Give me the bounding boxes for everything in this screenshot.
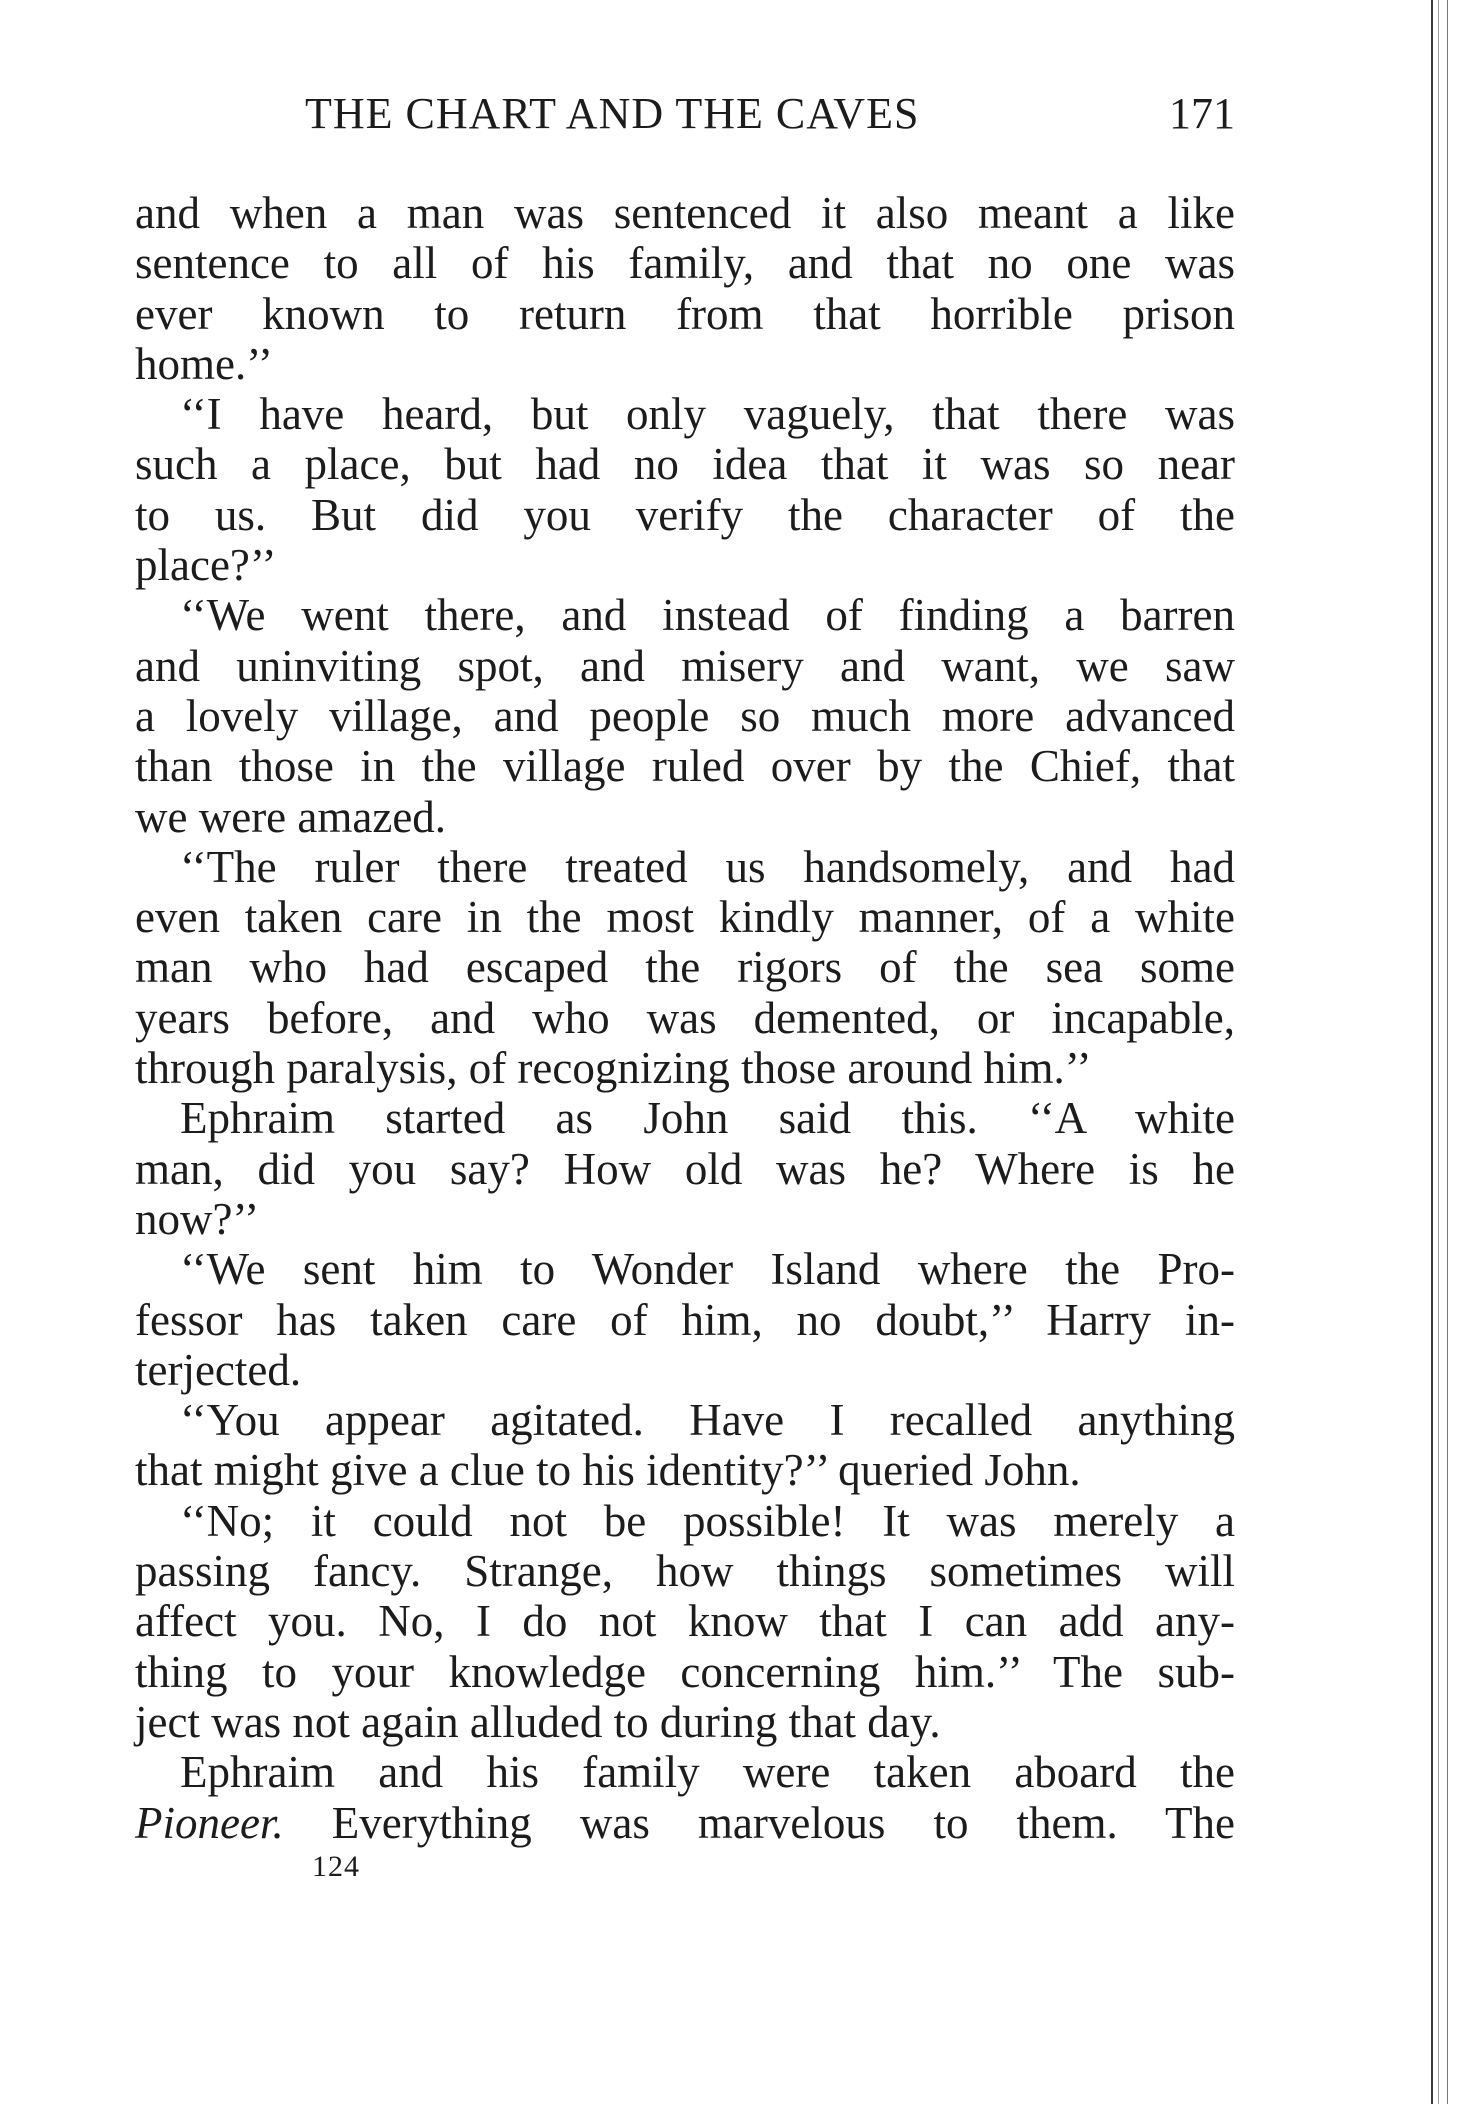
text-line: ‘‘The ruler there treated us handsomely, and had <box>180 841 1235 892</box>
text-line: ‘‘We went there, and instead of finding a barren <box>180 590 1235 641</box>
text-line: Ephraim started as John said this. ‘‘A white <box>180 1093 1235 1144</box>
text-line: man, did you say? How old was he? Where is he <box>135 1143 1235 1194</box>
text-line: than those in the village ruled over by the Chief, that <box>135 741 1235 792</box>
text-line: even taken care in the most kindly manner, of a white <box>135 892 1235 943</box>
text-line: that might give a clue to his identity?’’ queried John. <box>135 1445 1081 1496</box>
text-line: sentence to all of his family, and that no one was <box>135 238 1235 289</box>
page-number: 171 <box>1169 89 1235 138</box>
text-line: and uninviting spot, and misery and want, we saw <box>135 640 1235 691</box>
text-line: ‘‘No; it could not be possible! It was merely a <box>180 1495 1235 1546</box>
text-line: passing fancy. Strange, how things sometimes will <box>135 1546 1235 1597</box>
text-line: ‘‘I have heard, but only vaguely, that there was <box>180 389 1235 440</box>
text-line: thing to your knowledge concerning him.’’ The sub- <box>135 1646 1235 1697</box>
text-line: to us. But did you verify the character of the <box>135 489 1235 540</box>
text-line: through paralysis, of recognizing those around him.’’ <box>135 1043 1092 1094</box>
text-line: ‘‘You appear agitated. Have I recalled anything <box>180 1395 1235 1446</box>
text-line: ‘‘We sent him to Wonder Island where the Pro- <box>180 1244 1235 1295</box>
running-title: THE CHART AND THE CAVES <box>305 89 920 138</box>
running-head <box>135 88 1235 148</box>
text-line-final <box>135 1798 1235 1848</box>
text-line: such a place, but had no idea that it was so near <box>135 439 1235 490</box>
text-line: home.’’ <box>135 338 273 389</box>
text-line: fessor has taken care of him, no doubt,’’ Harry in- <box>135 1294 1235 1345</box>
page-edge-lines <box>1431 0 1448 2104</box>
ship-name: Pioneer. <box>135 1797 284 1848</box>
text-line: affect you. No, I do not know that I can add any- <box>135 1596 1235 1647</box>
text-line: and when a man was sentenced it also meant a like <box>135 188 1235 238</box>
final-line-text: Everything was marvelous to them. The <box>283 1797 1235 1848</box>
text-line: terjected. <box>135 1344 302 1395</box>
body-text <box>135 188 1235 1848</box>
text-line: place?’’ <box>135 540 277 591</box>
text-line: years before, and who was demented, or incapable, <box>135 992 1235 1043</box>
text-line: ject was not again alluded to during that day. <box>135 1696 941 1747</box>
text-line: now?’’ <box>135 1193 260 1244</box>
text-line: ever known to return from that horrible prison <box>135 288 1235 339</box>
text-line: Ephraim and his family were taken aboard the <box>180 1747 1235 1798</box>
text-line: we were amazed. <box>135 791 447 842</box>
text-line: a lovely village, and people so much more advanced <box>135 690 1235 741</box>
text-line: man who had escaped the rigors of the sea some <box>135 942 1235 993</box>
signature-mark: 124 <box>312 1850 360 1883</box>
